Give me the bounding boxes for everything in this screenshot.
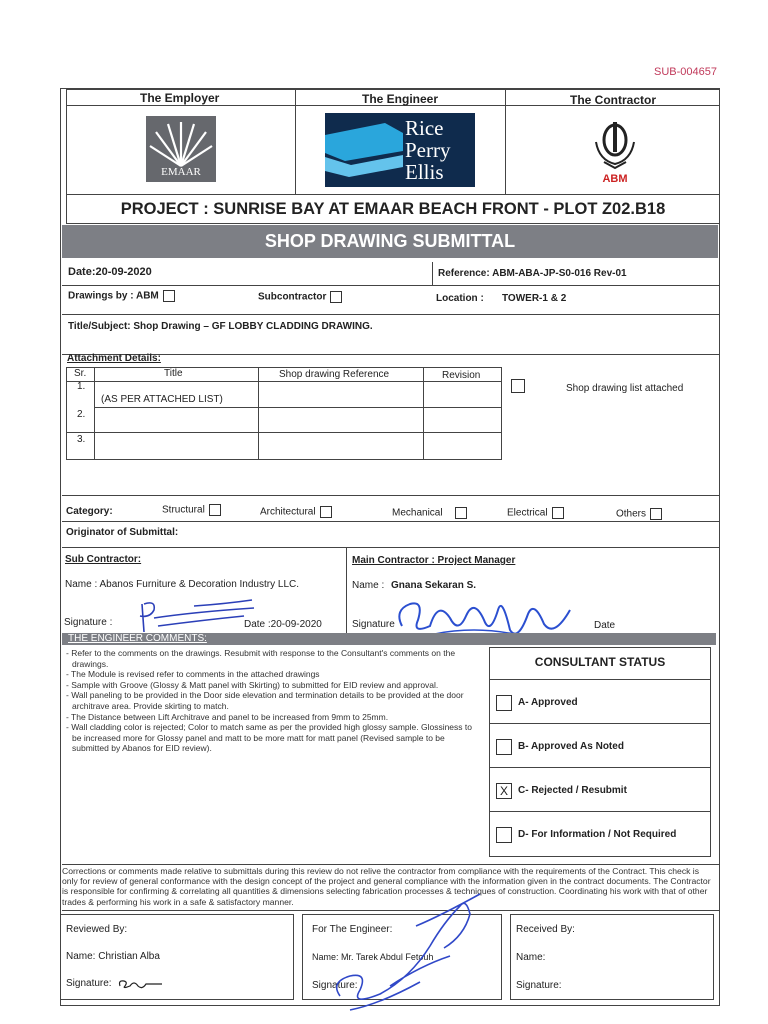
- status-d-label: D- For Information / Not Required: [518, 829, 677, 840]
- reviewed-by-signature-label: Signature:: [66, 978, 112, 989]
- reviewer-signature: [116, 976, 166, 992]
- location-label: Location :: [436, 293, 484, 304]
- emaar-logo-text: EMAAR: [161, 166, 201, 178]
- submittal-reference: Reference: ABM-ABA-JP-S0-016 Rev-01: [438, 268, 627, 279]
- comment-item: - Refer to the comments on the drawings. Resubmit with response to the Consultant's comments on the drawings.: [66, 648, 474, 669]
- comment-item: - Sample with Groove (Glossy & Matt panel with Skirting) to submitted for EID review and approval.: [66, 680, 474, 691]
- main-contractor-name-value: Gnana Sekaran S.: [391, 580, 477, 591]
- main-contractor-date-label: Date: [594, 620, 616, 631]
- rpe-logo: [325, 113, 475, 187]
- sunburst-icon: [146, 116, 216, 168]
- abm-logo: [590, 118, 640, 186]
- main-contractor-heading: Main Contractor : Project Manager: [352, 555, 516, 566]
- reviewed-by-label: Reviewed By:: [66, 924, 128, 935]
- status-a-label: A- Approved: [518, 697, 578, 708]
- engineer-comments-list: [66, 648, 474, 754]
- electrical-checkbox[interactable]: [552, 507, 564, 519]
- category-others: [616, 508, 662, 520]
- sub-contractor-heading: Sub Contractor:: [65, 554, 142, 565]
- wave-icon: [325, 113, 403, 187]
- contractor-label: The Contractor: [570, 93, 657, 107]
- received-by-label: Received By:: [516, 924, 575, 935]
- employer-label: The Employer: [140, 91, 220, 105]
- disclaimer-text: Corrections or comments made relative to submittals during this review do not relive the contractor from compliance with the requirements of the Contract. This check is only for review of general conformance with the design concept of the project and general compliance with the information given in the contract documents. The Contractor is responsible for confirming & correlating all quantities & dimensions selecting fabrication processes & techniques of construction. Coordinating his work with that of other trades & performing his work in a safe & satisfactory manner.: [62, 866, 711, 907]
- submittal-banner-title: SHOP DRAWING SUBMITTAL: [264, 231, 516, 251]
- sub-contractor-signature-label: Signature :: [64, 617, 113, 628]
- reviewed-by-name: Name: Christian Alba: [66, 951, 160, 962]
- title-subject: Title/Subject: Shop Drawing – GF LOBBY CLADDING DRAWING.: [68, 321, 373, 332]
- attachment-table: [66, 367, 502, 460]
- category-others-label: Others: [616, 508, 647, 520]
- received-by-name: Name:: [516, 952, 546, 963]
- col-reference: Shop drawing Reference: [279, 369, 390, 380]
- category-architectural: [260, 506, 332, 518]
- abm-logo-text: ABM: [602, 173, 628, 185]
- engineer-signature: [320, 886, 490, 1016]
- received-by-signature-label: Signature:: [516, 980, 562, 991]
- status-b-label: B- Approved As Noted: [518, 741, 624, 752]
- row-3-sr: 3.: [77, 434, 86, 445]
- engineer-signature-label: Signature:: [312, 980, 358, 991]
- drawings-by-field: [68, 290, 175, 302]
- sub-contractor-signature: [134, 598, 264, 638]
- engineer-comments-heading: THE ENGINEER COMMENTS:: [68, 633, 207, 644]
- architectural-checkbox[interactable]: [320, 506, 332, 518]
- list-attached-checkbox[interactable]: [511, 379, 525, 393]
- subcontractor-label: Subcontractor: [258, 291, 327, 303]
- category-electrical: [507, 507, 564, 519]
- rpe-logo-line-3: Ellis: [405, 160, 444, 184]
- engineer-comments-body: [66, 648, 474, 754]
- subcontractor-checkbox[interactable]: [330, 291, 342, 303]
- status-c-label: C- Rejected / Resubmit: [518, 785, 627, 796]
- consultant-status-panel: [489, 647, 711, 857]
- comment-item: - The Module is revised refer to comments in the attached drawings: [66, 669, 474, 680]
- emaar-logo: [146, 116, 216, 182]
- category-architectural-label: Architectural: [260, 506, 316, 518]
- structural-checkbox[interactable]: [209, 504, 221, 516]
- list-attached-label: Shop drawing list attached: [566, 383, 684, 394]
- row-2-sr: 2.: [77, 409, 86, 420]
- attachment-heading: Attachment Details:: [67, 353, 161, 364]
- status-c-checkbox[interactable]: X: [496, 783, 512, 799]
- reference-code: SUB-004657: [654, 66, 717, 78]
- col-title: Title: [164, 368, 183, 379]
- others-checkbox[interactable]: [650, 508, 662, 520]
- category-structural-label: Structural: [162, 504, 205, 516]
- status-b-checkbox[interactable]: [496, 739, 512, 755]
- status-d-checkbox[interactable]: [496, 827, 512, 843]
- status-a-checkbox[interactable]: [496, 695, 512, 711]
- location-value: TOWER-1 & 2: [502, 293, 567, 304]
- subcontractor-field: [258, 291, 342, 303]
- category-structural: [162, 504, 221, 516]
- comment-item: - The Distance between Lift Architrave and panel to be increased from 9mm to 25mm.: [66, 712, 474, 723]
- drawings-by-label: Drawings by : ABM: [68, 290, 159, 302]
- col-revision: Revision: [442, 370, 481, 381]
- for-engineer-label: For The Engineer:: [312, 924, 393, 935]
- row-1-sr: 1.: [77, 381, 86, 392]
- sub-contractor-name: Name : Abanos Furniture & Decoration Industry LLC.: [65, 579, 300, 590]
- abm-emblem-icon: [590, 118, 640, 170]
- comment-item: - Wall cladding color is rejected; Color to match same as per the provided high glossy sample. Glossiness to be increased more for Glossy panel and matt to be more matt for matt panel (Revised sample to be submitted by Abanos for EID review).: [66, 722, 474, 754]
- sub-contractor-date: Date :20-09-2020: [244, 619, 322, 630]
- category-label: Category:: [66, 506, 113, 517]
- comment-item: - Wall paneling to be provided in the Door side elevation and termination details to be provided at the door architrave area. Provide skirting to match.: [66, 690, 474, 711]
- col-sr: Sr.: [74, 368, 87, 379]
- category-mechanical-label: Mechanical: [392, 507, 443, 519]
- main-contractor-signature-label: Signature: [352, 619, 395, 630]
- originator-label: Originator of Submittal:: [66, 527, 179, 538]
- project-title: PROJECT : SUNRISE BAY AT EMAAR BEACH FRONT - PLOT Z02.B18: [120, 200, 666, 218]
- engineer-label: The Engineer: [362, 92, 439, 106]
- submittal-banner: [62, 225, 718, 258]
- drawings-by-checkbox[interactable]: [163, 290, 175, 302]
- main-contractor-name-label: Name :: [352, 580, 385, 591]
- category-electrical-label: Electrical: [507, 507, 548, 519]
- submittal-date: Date:20-09-2020: [68, 266, 152, 278]
- engineer-name: Name: Mr. Tarek Abdul Fetouh: [312, 952, 434, 962]
- rpe-logo-line-2: Perry: [405, 138, 451, 162]
- rpe-logo-line-1: Rice: [405, 116, 444, 140]
- engineer-comments-banner: [62, 633, 716, 645]
- mechanical-checkbox[interactable]: [455, 507, 467, 519]
- row-1-title: (AS PER ATTACHED LIST): [101, 394, 223, 405]
- category-mechanical: [392, 507, 467, 519]
- consultant-status-heading: CONSULTANT STATUS: [534, 655, 666, 669]
